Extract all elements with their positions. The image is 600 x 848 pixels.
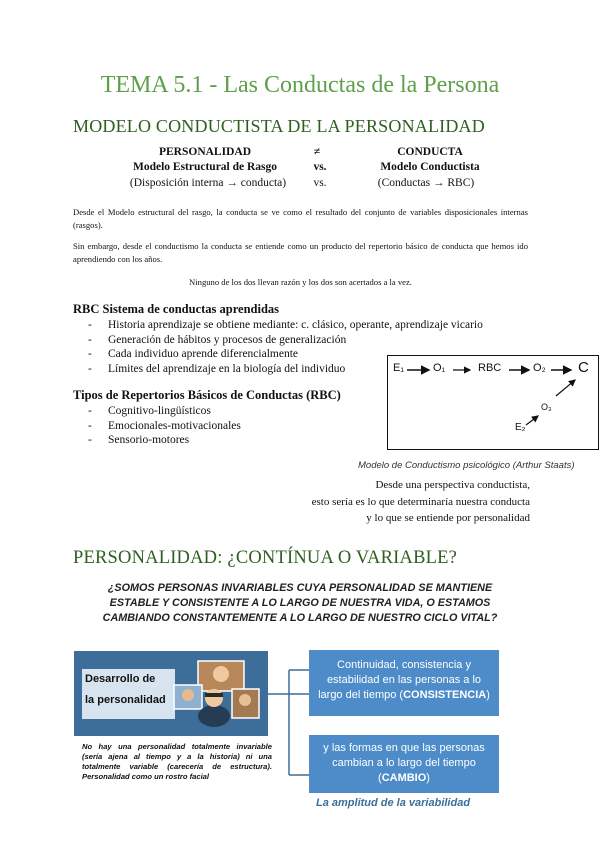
staats-diagram <box>387 355 599 450</box>
row3-mid: vs. <box>313 177 327 189</box>
rbc-heading: RBC Sistema de conductas aprendidas <box>73 302 280 316</box>
node-c: C <box>578 359 589 376</box>
tipos-heading: Tipos de Repertorios Básicos de Conductas (RBC) <box>73 388 341 402</box>
row1-mid: ≠ <box>313 146 321 158</box>
list-item: - Generación de hábitos y procesos de generalización <box>88 333 347 346</box>
list-item: - Cognitivo-lingüísticos <box>88 405 211 417</box>
conclusion-line: esto sería es lo que determinaría nuestra conducta <box>311 495 530 508</box>
development-label: Desarrollo de la personalidad <box>82 669 175 719</box>
change-box: y las formas en que las personas cambian a lo largo del tiempo (CAMBIO) <box>309 735 499 793</box>
row2-left: Modelo Estructural de Rasgo <box>132 161 278 173</box>
section-heading-personalidad: PERSONALIDAD: ¿CONTÍNUA O VARIABLE? <box>73 548 458 568</box>
page-title: TEMA 5.1 - Las Conductas de la Persona <box>100 72 500 98</box>
list-item: - Límites del aprendizaje en la biología del individuo <box>88 362 346 375</box>
paragraph-1: Desde el Modelo estructural del rasgo, la conducta se ve como el resultado del conjunto de variables disposicionales internas (rasgos). <box>73 207 528 230</box>
comparison-table <box>0 146 600 196</box>
row2-right: Modelo Conductista <box>380 161 480 173</box>
paragraph-3: Ninguno de los dos llevan razón y los dos son acertados a la vez. <box>189 277 412 287</box>
variability-footer: La amplitud de la variabilidad <box>316 797 471 809</box>
question-line: ¿SOMOS PERSONAS INVARIABLES CUYA PERSONALIDAD SE MANTIENE <box>107 582 493 594</box>
row2-mid: vs. <box>313 161 327 173</box>
node-o3: O₃ <box>541 402 552 412</box>
question-line: CAMBIANDO CONSTANTEMENTE A LO LARGO DE NUESTRO CICLO VITAL? <box>102 612 498 624</box>
row3-right: (Conductas → RBC) <box>377 177 475 189</box>
row1-right: CONDUCTA <box>397 146 463 158</box>
list-item: - Sensorio-motores <box>88 434 190 446</box>
development-box <box>74 651 268 736</box>
consistency-label: CONSISTENCIA <box>403 689 487 701</box>
question-line: ESTABLE Y CONSISTENTE A LO LARGO DE NUESTRA VIDA, O ESTAMOS <box>109 597 491 609</box>
paragraph-2: Sin embargo, desde el conductismo la conducta se entiende como un producto del repertorio básico de conducta que hemos ido aprendiendo con los años. <box>73 241 528 264</box>
row3-left: (Disposición interna → conducta) <box>129 177 287 189</box>
people-illustration <box>172 660 262 728</box>
node-o2: O₂ <box>533 362 546 374</box>
node-e1: E₁ <box>393 362 405 374</box>
diagram-caption: Modelo de Conductismo psicológico (Arthur Staats) <box>358 460 575 471</box>
row1-left: PERSONALIDAD <box>158 146 251 158</box>
personality-note: No hay una personalidad totalmente invariable (sería ajena al tiempo y a la historia) ni una totalmente variable (carecería de estructura). Personalidad como un rostro facial <box>82 742 272 781</box>
node-o1: O₁ <box>433 362 446 374</box>
conclusion-line: Desde una perspectiva conductista, <box>375 479 530 491</box>
central-question <box>70 581 530 626</box>
list-item: - Historia aprendizaje se obtiene mediante: c. clásico, operante, aprendizaje vicario <box>88 319 483 331</box>
node-e2: E₂ <box>515 422 526 433</box>
connector-lines <box>268 660 310 785</box>
change-label: CAMBIO <box>381 772 427 784</box>
conclusion-line: y lo que se entiende por personalidad <box>366 512 530 524</box>
conclusion-text <box>312 477 530 527</box>
consistency-box: Continuidad, consistencia y estabilidad en las personas a lo largo del tiempo (CONSISTENCIA) <box>309 650 499 716</box>
list-item: - Cada individuo aprende diferencialmente <box>88 348 298 360</box>
list-item: - Emocionales-motivacionales <box>88 419 241 432</box>
node-rbc: RBC <box>478 362 502 374</box>
tipos-list <box>88 404 241 448</box>
section-heading-modelo: MODELO CONDUCTISTA DE LA PERSONALIDAD <box>73 116 485 136</box>
